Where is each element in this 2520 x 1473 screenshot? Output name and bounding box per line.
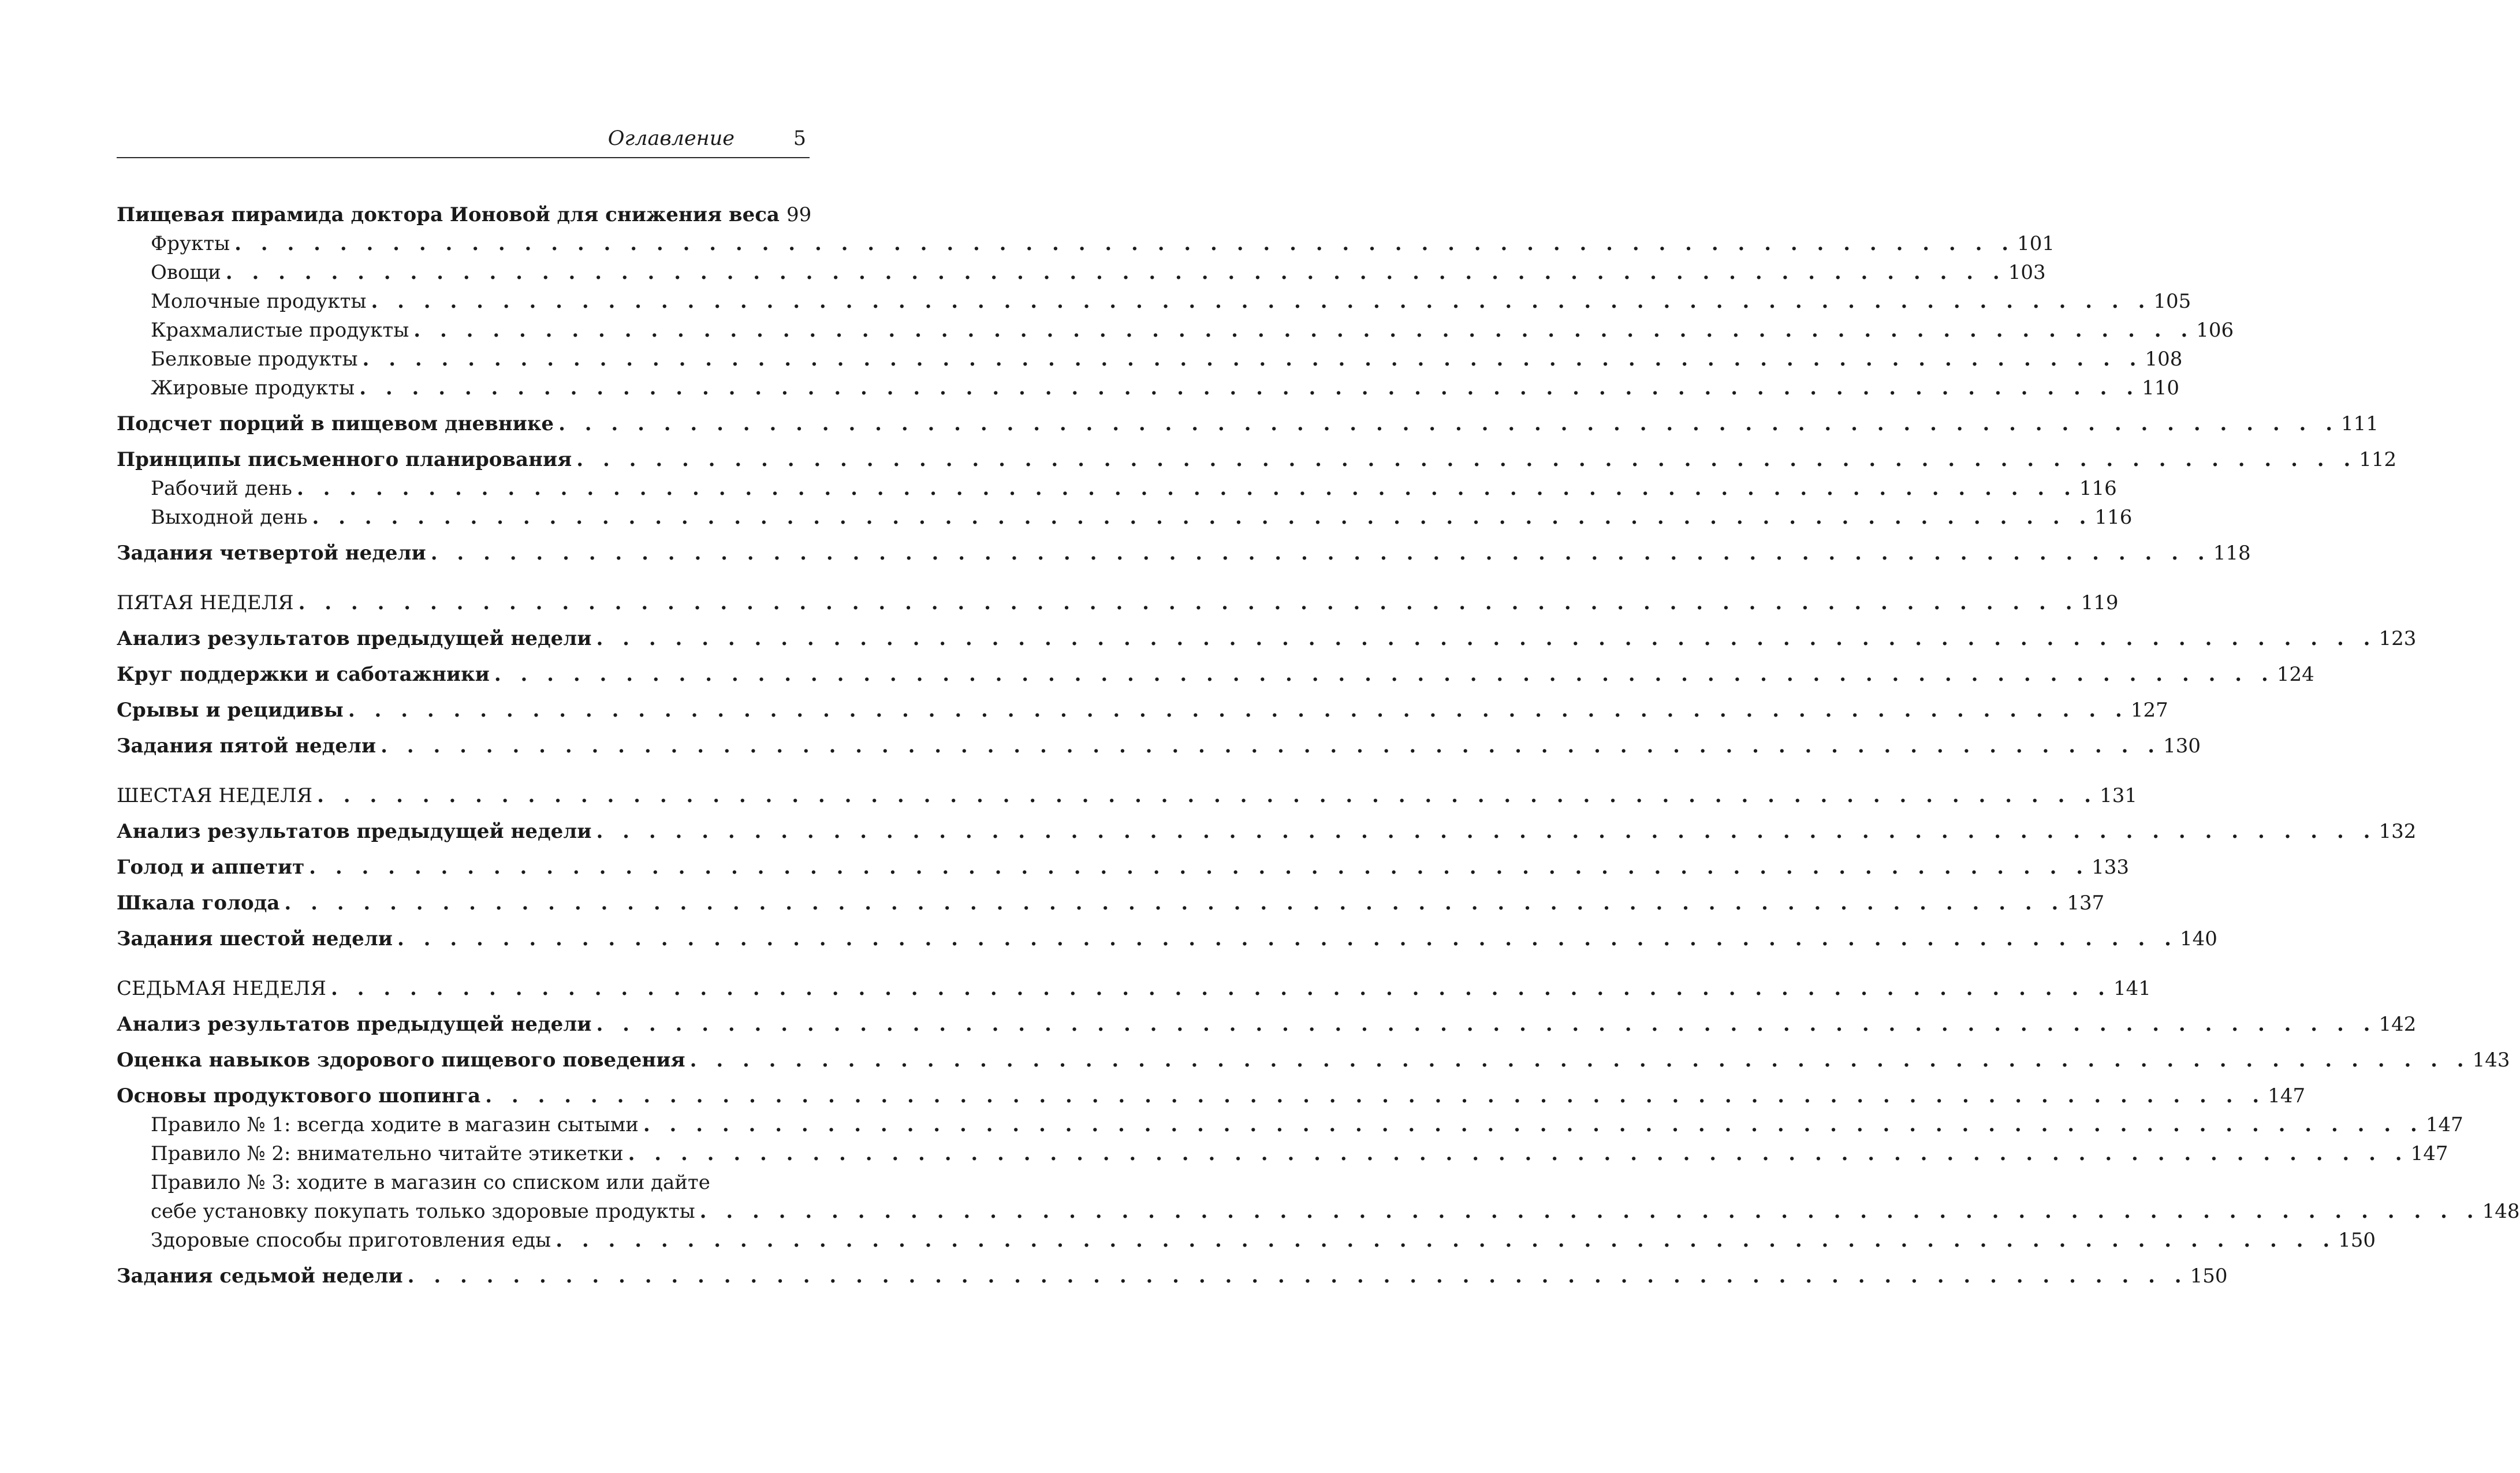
toc-section-entry[interactable] [117, 1110, 2463, 1139]
dot-leader: . . . . . . . . . . . . . . . . . . . . . . . . . . . . . . . . . . . . . . . . . . . . . . . . . . . . . . . . . . . . . . . . . . . . [494, 663, 2275, 686]
toc-entry-label: Рабочий день [151, 477, 292, 500]
toc-entry-page-number: 133 [2092, 856, 2130, 879]
toc-entry-label: Круг поддержки и саботажники [117, 663, 490, 686]
toc-section-entry[interactable] [117, 503, 2133, 532]
toc-entry-label: Молочные продукты [151, 290, 367, 313]
toc-part-heading[interactable] [117, 781, 2137, 810]
toc-entry-page-number: 147 [2268, 1084, 2306, 1107]
toc-entry-page-number: 108 [2145, 348, 2183, 371]
toc-chapter-entry[interactable] [117, 696, 2168, 725]
toc-entry-label: Срывы и рецидивы [117, 699, 344, 722]
dot-leader: . . . . . . . . . . . . . . . . . . . . . . . . . . . . . . . . . . . . . . . . . . . . . . . . . . . . . . . . . . . . . . . . . . . . [397, 927, 2178, 950]
toc-entry-page-number: 116 [2094, 506, 2133, 529]
dot-leader: . . . . . . . . . . . . . . . . . . . . . . . . . . . . . . . . . . . . . . . . . . . . . . . . . . . . . . . . . . . . . . . . . . . . [407, 1265, 2188, 1288]
dot-leader: . . . . . . . . . . . . . . . . . . . . . . . . . . . . . . . . . . . . . . . . . . . . . . . . . . . . . . . . . . . . . . . . . . . . [596, 1013, 2377, 1036]
dot-leader: . . . . . . . . . . . . . . . . . . . . . . . . . . . . . . . . . . . . . . . . . . . . . . . . . . . . . . . . . . . . . . . . . . . . [362, 348, 2143, 371]
toc-entry-label: Белковые продукты [151, 348, 358, 371]
toc-section-entry[interactable] [117, 1168, 2520, 1226]
toc-chapter-entry[interactable] [117, 624, 2417, 653]
toc-chapter-entry[interactable] [117, 409, 2379, 438]
toc-entry-page-number: 131 [2100, 784, 2137, 807]
dot-leader: . . . . . . . . . . . . . . . . . . . . . . . . . . . . . . . . . . . . . . . . . . . . . . . . . . . . . . . . . . . . . . . . . . . . [312, 506, 2093, 529]
toc-chapter-entry[interactable] [117, 889, 2105, 918]
toc-chapter-entry[interactable] [117, 817, 2417, 846]
dot-leader: . . . . . . . . . . . . . . . . . . . . . . . . . . . . . . . . . . . . . . . . . . . . . . . . . . . . . . . . . . . . . . . . . . . . [359, 376, 2140, 400]
toc-part-heading[interactable] [117, 974, 2151, 1003]
toc-entry-page-number: 105 [2153, 290, 2191, 313]
toc-entry-page-number: 132 [2379, 820, 2417, 843]
dot-leader: . . . . . . . . . . . . . . . . . . . . . . . . . . . . . . . . . . . . . . . . . . . . . . . . . . . . . . . . . . . . . . . . . . . . [317, 784, 2098, 807]
toc-entry-label: Правило № 3: ходите в магазин со списком или дайте [151, 1171, 710, 1194]
toc-section-entry[interactable] [117, 287, 2191, 316]
toc-entry-page-number: 118 [2213, 542, 2251, 565]
dot-leader: . . . . . . . . . . . . . . . . . . . . . . . . . . . . . . . . . . . . . . . . . . . . . . . . . . . . . . . . . . . . . . . . . . . . [348, 699, 2128, 722]
toc-entry-page-number: 103 [2008, 261, 2046, 284]
toc-entry-page-number: 147 [2425, 1113, 2463, 1136]
running-title: Оглавление [607, 127, 735, 150]
toc-section-entry[interactable] [117, 258, 2046, 287]
dot-leader: . . . . . . . . . . . . . . . . . . . . . . . . . . . . . . . . . . . . . . . . . . . . . . . . . . . . . . . . . . . . . . . . . . . . [643, 1113, 2424, 1136]
dot-leader: . . . . . . . . . . . . . . . . . . . . . . . . . . . . . . . . . . . . . . . . . . . . . . . . . . . . . . . . . . . . . . . . . . . . [556, 1229, 2336, 1252]
page-number: 5 [793, 127, 806, 150]
toc-entry-label: Задания пятой недели [117, 734, 376, 758]
dot-leader: . . . . . . . . . . . . . . . . . . . . . . . . . . . . . . . . . . . . . . . . . . . . . . . . . . . . . . . . . . . . . . . . . . . . [330, 977, 2111, 1000]
dot-leader: . . . . . . . . . . . . . . . . . . . . . . . . . . . . . . . . . . . . . . . . . . . . . . . . . . . . . . . . . . . . . . . . . . . . [381, 734, 2161, 758]
toc-section-entry[interactable] [117, 1139, 2448, 1168]
toc-entry-label: Пищевая пирамида доктора Ионовой для снижения веса [117, 203, 780, 226]
toc-entry-page-number: 99 [786, 203, 812, 226]
toc-entry-page-number: 112 [2359, 448, 2397, 471]
toc-entry-page-number: 124 [2276, 663, 2314, 686]
toc-entry-label: Анализ результатов предыдущей недели [117, 820, 592, 843]
toc-entry-page-number: 111 [2341, 412, 2379, 435]
toc-entry-label: ПЯТАЯ НЕДЕЛЯ [117, 591, 294, 614]
dot-leader: . . . . . . . . . . . . . . . . . . . . . . . . . . . . . . . . . . . . . . . . . . . . . . . . . . . . . . . . . . . . . . . . . . . . [576, 448, 2357, 471]
dot-leader: . . . . . . . . . . . . . . . . . . . . . . . . . . . . . . . . . . . . . . . . . . . . . . . . . . . . . . . . . . . . . . . . . . . . [296, 477, 2077, 500]
toc-entry-label: Голод и аппетит [117, 856, 305, 879]
toc-entry-label: ШЕСТАЯ НЕДЕЛЯ [117, 784, 313, 807]
toc-entry-label: СЕДЬМАЯ НЕДЕЛЯ [117, 977, 326, 1000]
toc-entry-page-number: 150 [2190, 1265, 2228, 1288]
toc-entry-continuation [151, 1197, 2520, 1226]
toc-chapter-entry[interactable] [117, 853, 2130, 882]
toc-entry-page-number: 147 [2410, 1142, 2448, 1165]
dot-leader: . . . . . . . . . . . . . . . . . . . . . . . . . . . . . . . . . . . . . . . . . . . . . . . . . . . . . . . . . . . . . . . . . . . . [558, 412, 2339, 435]
toc-entry-page-number: 143 [2472, 1049, 2510, 1072]
toc-entry-label: Выходной день [151, 506, 308, 529]
dot-leader: . . . . . . . . . . . . . . . . . . . . . . . . . . . . . . . . . . . . . . . . . . . . . . . . . . . . . . . . . . . . . . . . . . . . [371, 290, 2152, 313]
table-of-contents [117, 200, 2520, 1291]
toc-entry-label: Жировые продукты [151, 376, 355, 400]
toc-entry-page-number: 141 [2113, 977, 2151, 1000]
toc-entry-page-number: 140 [2179, 927, 2217, 950]
toc-section-entry[interactable] [117, 374, 2180, 402]
toc-entry-label: себе установку покупать только здоровые продукты [151, 1200, 695, 1223]
toc-entry-label: Фрукты [151, 232, 230, 255]
dot-leader: . . . . . . . . . . . . . . . . . . . . . . . . . . . . . . . . . . . . . . . . . . . . . . . . . . . . . . . . . . . . . . . . . . . . [430, 542, 2211, 565]
toc-entry-page-number: 110 [2142, 376, 2180, 400]
toc-section-entry[interactable] [117, 316, 2234, 345]
toc-entry-page-number: 119 [2081, 591, 2119, 614]
toc-entry-label: Анализ результатов предыдущей недели [117, 1013, 592, 1036]
toc-chapter-entry[interactable] [117, 445, 2397, 474]
toc-entry-page-number: 101 [2017, 232, 2055, 255]
toc-chapter-entry[interactable] [117, 200, 810, 229]
toc-entry-label: Анализ результатов предыдущей недели [117, 627, 592, 650]
dot-leader: . . . . . . . . . . . . . . . . . . . . . . . . . . . . . . . . . . . . . . . . . . . . . . . . . . . . . . . . . . . . . . . . . . . . [689, 1049, 2470, 1072]
toc-entry-label: Задания седьмой недели [117, 1265, 403, 1288]
toc-entry-page-number: 148 [2482, 1200, 2520, 1223]
dot-leader: . . . . . . . . . . . . . . . . . . . . . . . . . . . . . . . . . . . . . . . . . . . . . . . . . . . . . . . . . . . . . . . . . . . . [628, 1142, 2409, 1165]
toc-entry-page-number: 142 [2379, 1013, 2417, 1036]
toc-section-entry[interactable] [117, 229, 2055, 258]
dot-leader: . . . . . . . . . . . . . . . . . . . . . . . . . . . . . . . . . . . . . . . . . . . . . . . . . . . . . . . . . . . . . . . . . . . . [596, 627, 2377, 650]
toc-chapter-entry[interactable] [117, 660, 2314, 689]
dot-leader: . . . . . . . . . . . . . . . . . . . . . . . . . . . . . . . . . . . . . . . . . . . . . . . . . . . . . . . . . . . . . . . . . . . . [596, 820, 2377, 843]
toc-chapter-entry[interactable] [117, 539, 2251, 568]
toc-entry-label: Задания четвертой недели [117, 542, 426, 565]
toc-chapter-entry[interactable] [117, 1082, 2306, 1110]
toc-entry-page-number: 150 [2338, 1229, 2376, 1252]
toc-entry-label: Крахмалистые продукты [151, 319, 409, 342]
toc-entry-page-number: 106 [2196, 319, 2234, 342]
toc-section-entry[interactable] [117, 1226, 2376, 1255]
toc-entry-page-number: 127 [2130, 699, 2168, 722]
toc-entry-page-number: 123 [2379, 627, 2417, 650]
dot-leader: . . . . . . . . . . . . . . . . . . . . . . . . . . . . . . . . . . . . . . . . . . . . . . . . . . . . . . . . . . . . . . . . . . . . [699, 1200, 2480, 1223]
toc-chapter-entry[interactable] [117, 732, 2201, 760]
dot-leader: . . . . . . . . . . . . . . . . . . . . . . . . . . . . . . . . . . . . . . . . . . . . . . . . . . . . . . . . . . . . . . . . . . . . [485, 1084, 2266, 1107]
toc-entry-page-number: 130 [2163, 734, 2201, 758]
toc-section-entry[interactable] [117, 474, 2117, 503]
toc-entry-label: Оценка навыков здорового пищевого поведения [117, 1049, 685, 1072]
dot-leader: . . . . . . . . . . . . . . . . . . . . . . . . . . . . . . . . . . . . . . . . . . . . . . . . . . . . . . . . . . . . . . . . . . . . [225, 261, 2006, 284]
running-header [117, 122, 810, 158]
toc-entry-label: Принципы письменного планирования [117, 448, 572, 471]
toc-part-heading[interactable] [117, 588, 2119, 617]
dot-leader: . . . . . . . . . . . . . . . . . . . . . . . . . . . . . . . . . . . . . . . . . . . . . . . . . . . . . . . . . . . . . . . . . . . . [284, 892, 2065, 915]
dot-leader: . . . . . . . . . . . . . . . . . . . . . . . . . . . . . . . . . . . . . . . . . . . . . . . . . . . . . . . . . . . . . . . . . . . . [298, 591, 2079, 614]
toc-entry-label: Подсчет порций в пищевом дневнике [117, 412, 554, 435]
toc-entry-label: Здоровые способы приготовления еды [151, 1229, 551, 1252]
toc-entry-label: Шкала голода [117, 892, 280, 915]
toc-chapter-entry[interactable] [117, 1262, 2228, 1291]
toc-entry-label: Задания шестой недели [117, 927, 393, 950]
dot-leader: . . . . . . . . . . . . . . . . . . . . . . . . . . . . . . . . . . . . . . . . . . . . . . . . . . . . . . . . . . . . . . . . . . . . [234, 232, 2015, 255]
toc-entry-page-number: 137 [2067, 892, 2105, 915]
dot-leader: . . . . . . . . . . . . . . . . . . . . . . . . . . . . . . . . . . . . . . . . . . . . . . . . . . . . . . . . . . . . . . . . . . . . [309, 856, 2090, 879]
toc-entry-page-number: 116 [2079, 477, 2117, 500]
dot-leader: . . . . . . . . . . . . . . . . . . . . . . . . . . . . . . . . . . . . . . . . . . . . . . . . . . . . . . . . . . . . . . . . . . . . [413, 319, 2194, 342]
toc-chapter-entry[interactable] [117, 1010, 2417, 1039]
toc-entry-label: Правило № 2: внимательно читайте этикетки [151, 1142, 624, 1165]
toc-entry-label: Овощи [151, 261, 221, 284]
toc-entry-label: Правило № 1: всегда ходите в магазин сытыми [151, 1113, 639, 1136]
toc-chapter-entry[interactable] [117, 1046, 2510, 1075]
toc-chapter-entry[interactable] [117, 924, 2217, 953]
toc-entry-label: Основы продуктового шопинга [117, 1084, 481, 1107]
toc-section-entry[interactable] [117, 345, 2183, 374]
